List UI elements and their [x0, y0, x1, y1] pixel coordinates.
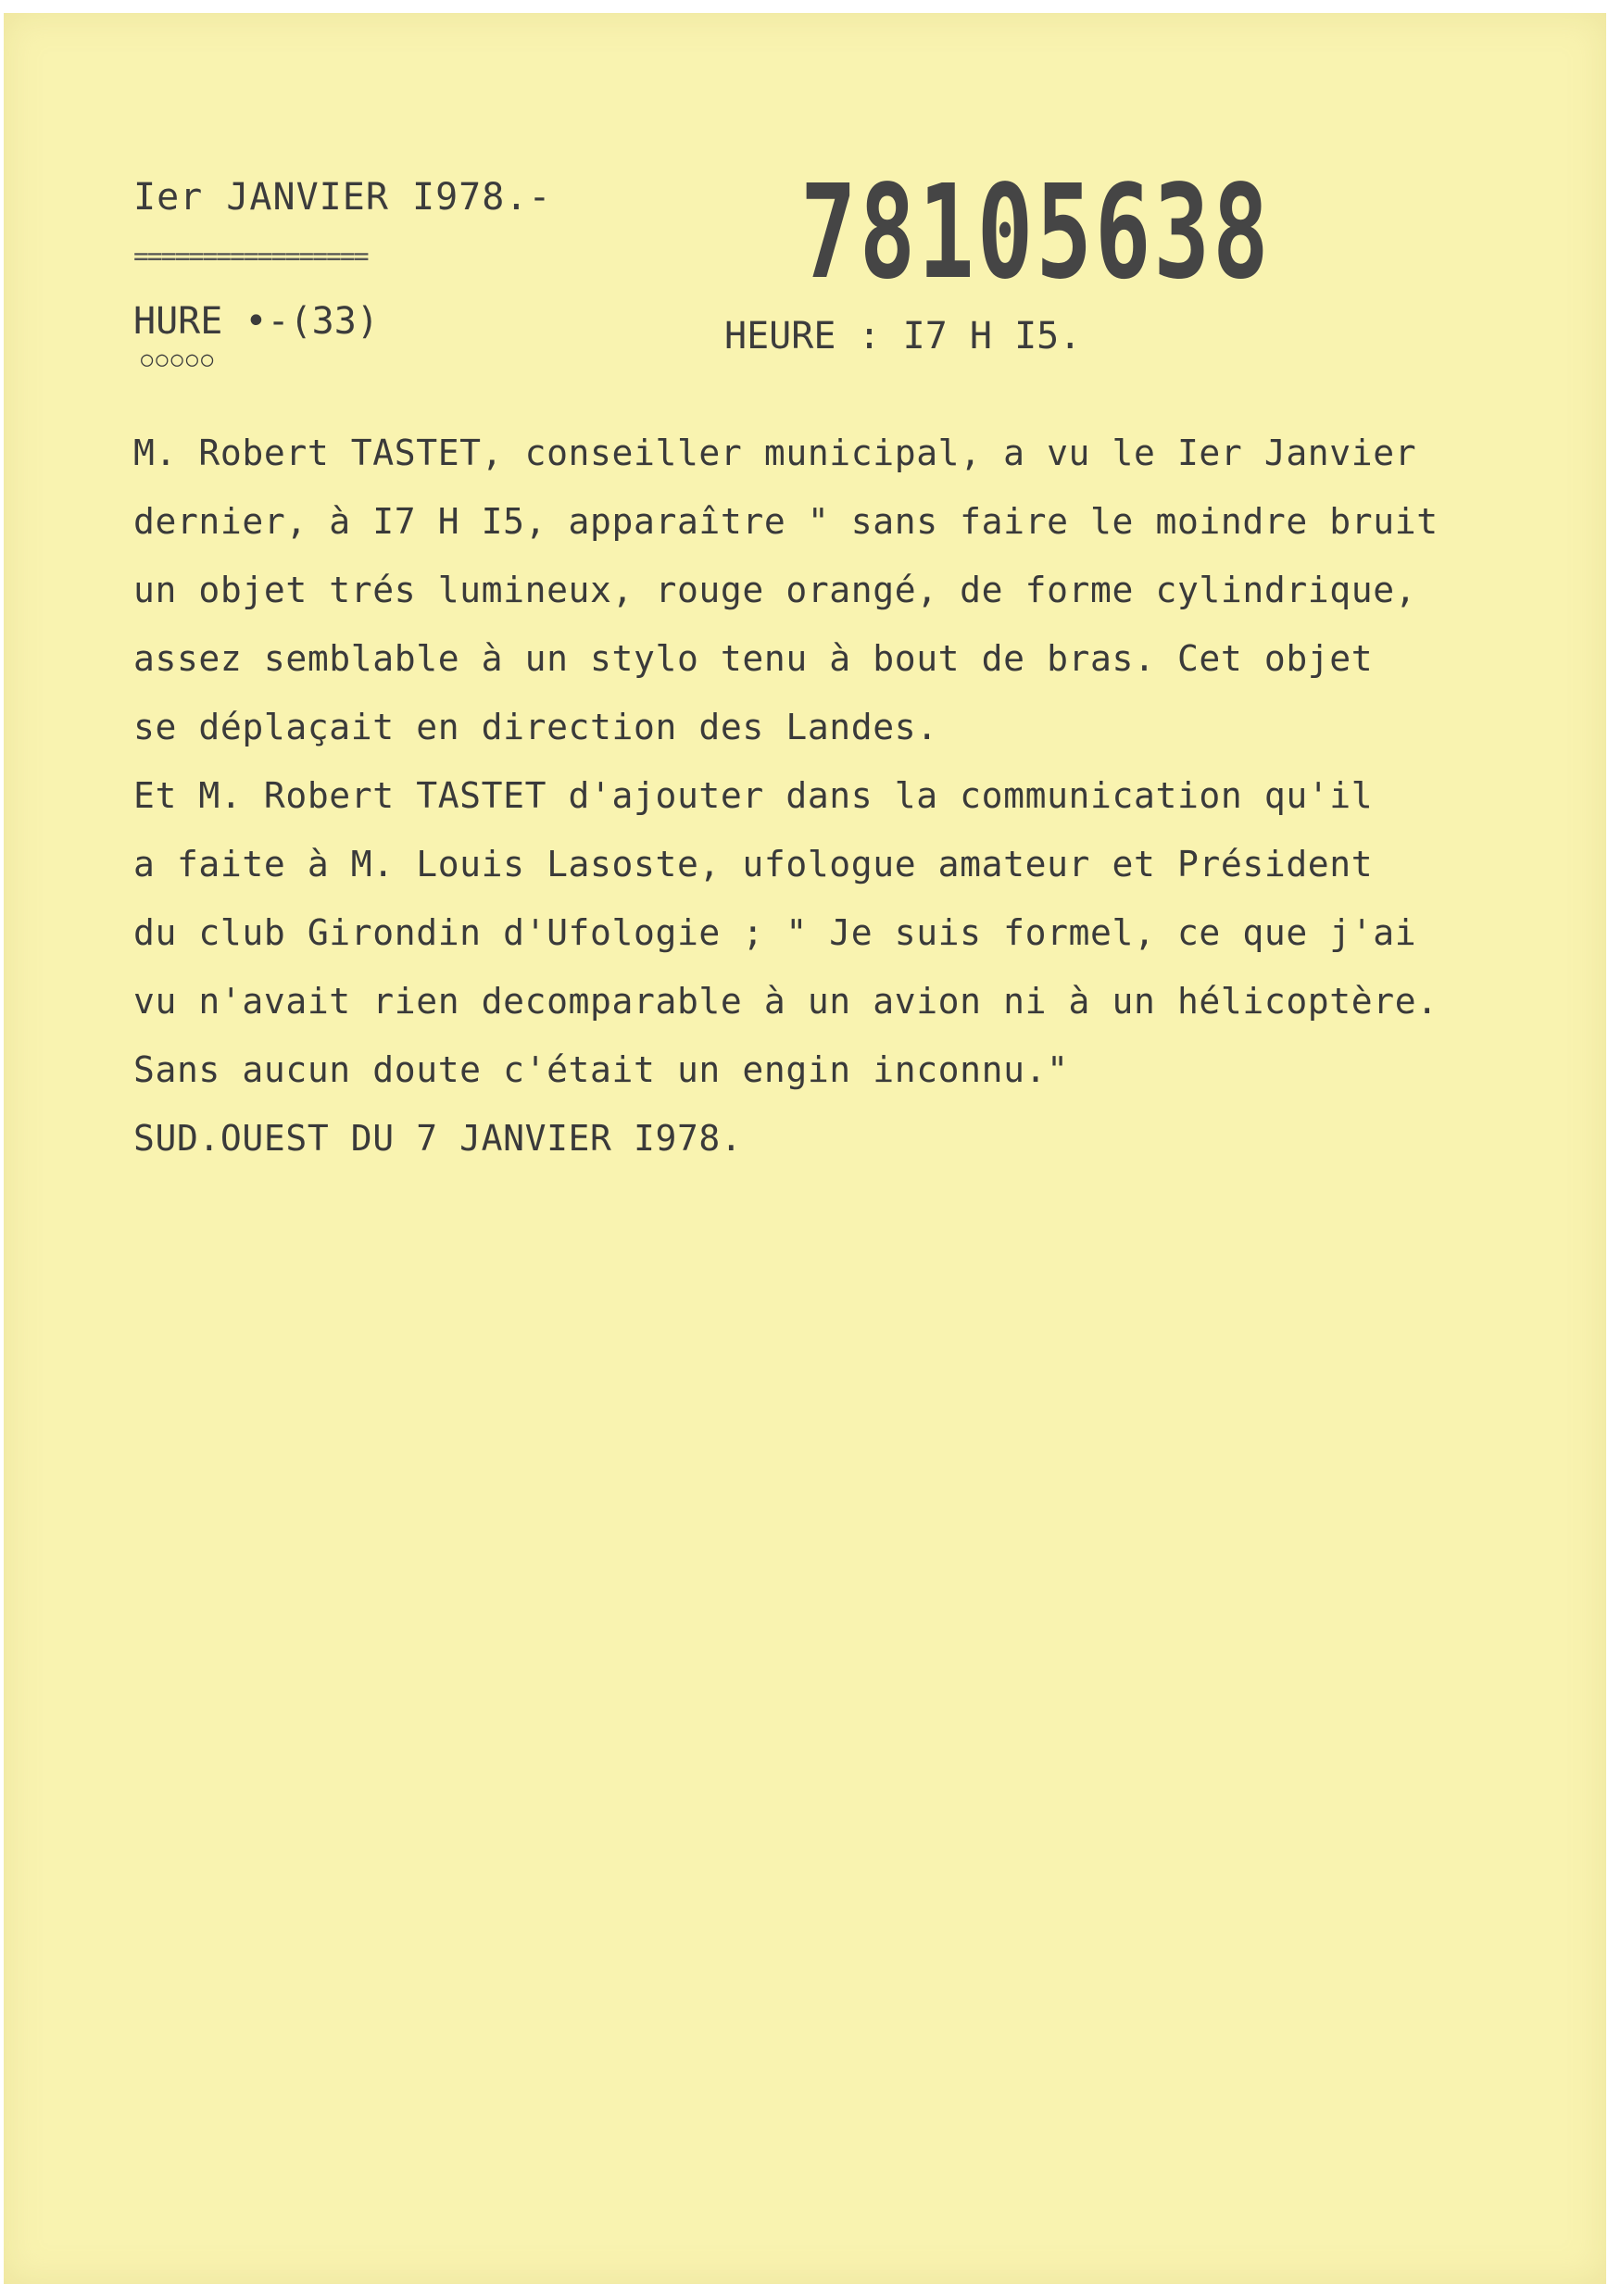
- body-line: dernier, à I7 H I5, apparaître " sans faire le moindre bruit: [133, 501, 1439, 542]
- date-underline: =================: [133, 241, 368, 271]
- report-hour: HEURE : I7 H I5.: [724, 315, 1082, 358]
- place-name: HURE •-(33): [133, 300, 379, 343]
- body-line: se déplaçait en direction des Landes.: [133, 707, 938, 747]
- document-sheet: [4, 13, 1606, 2284]
- body-line: Et M. Robert TASTET d'ajouter dans la communication qu'il: [133, 775, 1374, 816]
- report-body: [133, 419, 1578, 1173]
- body-line: M. Robert TASTET, conseiller municipal, a vu le Ier Janvier: [133, 433, 1417, 473]
- document-number-stamp: 78105638: [800, 157, 1272, 308]
- body-line: du club Girondin d'Ufologie ; " Je suis formel, ce que j'ai: [133, 912, 1417, 953]
- body-line: vu n'avait rien decomparable à un avion ni à un hélicoptère.: [133, 981, 1439, 1022]
- body-line: un objet trés lumineux, rouge orangé, de forme cylindrique,: [133, 570, 1417, 610]
- place-underline-dots: ○○○○○: [141, 348, 217, 371]
- body-line: Sans aucun doute c'était un engin inconnu.": [133, 1049, 1069, 1090]
- source-citation: SUD.OUEST DU 7 JANVIER I978.: [133, 1118, 743, 1159]
- report-date: Ier JANVIER I978.-: [133, 176, 552, 219]
- body-line: a faite à M. Louis Lasoste, ufologue amateur et Président: [133, 844, 1374, 885]
- body-line: assez semblable à un stylo tenu à bout de bras. Cet objet: [133, 638, 1374, 679]
